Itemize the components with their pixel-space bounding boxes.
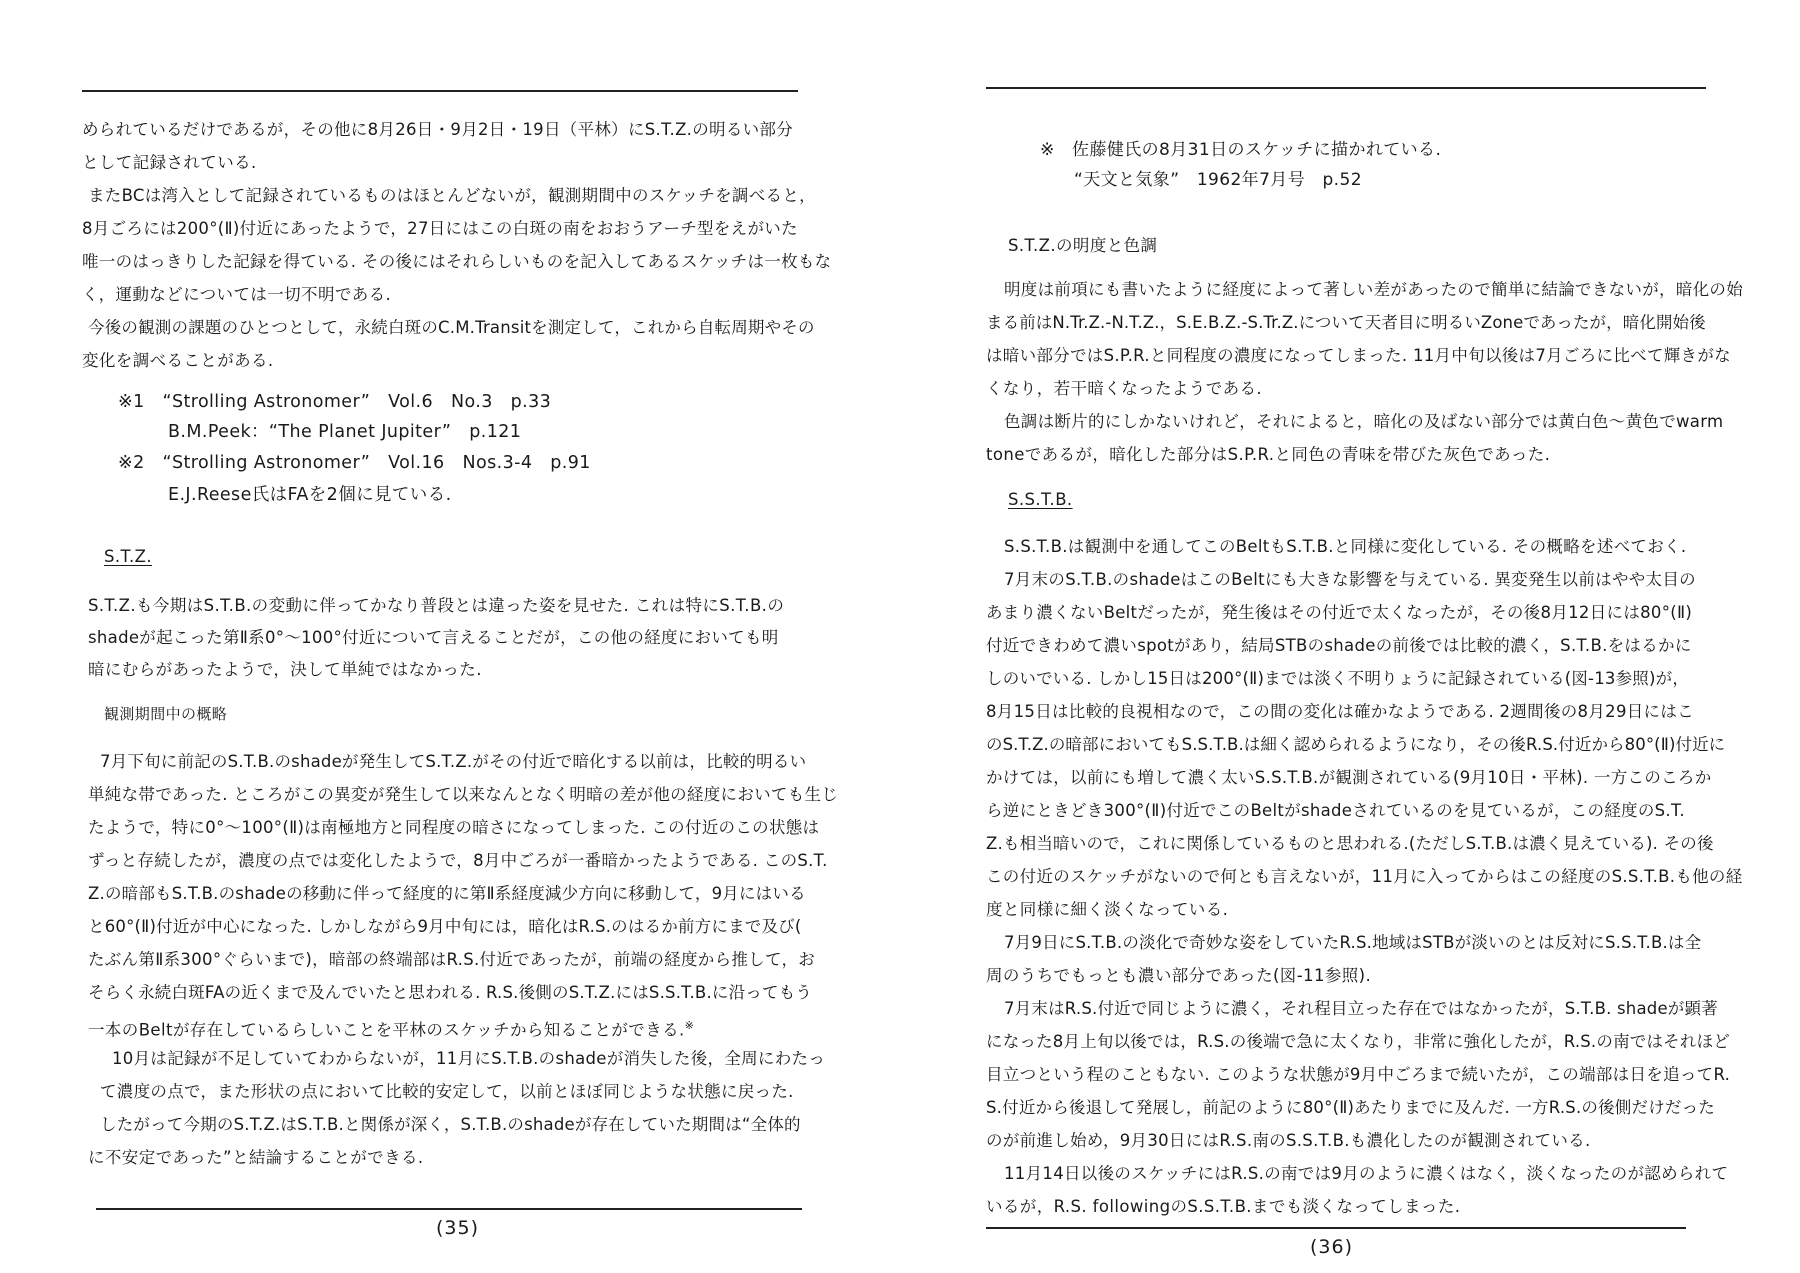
body-line: 明度は前項にも書いたように経度によって著しい差があったので簡単に結論できないが，暗化の始 — [1004, 280, 1744, 299]
body-line — [88, 1016, 694, 1041]
body-line: 10月は記録が不足していてわからないが，11月にS.T.B.のshadeが消失した後，全周にわたっ — [112, 1049, 826, 1068]
reference-line: ※2 “Strolling Astronomer” Vol.16 Nos.3-4 p.91 — [118, 453, 591, 473]
body-text: 一本のBeltが存在しているらしいことを平林のスケッチから知ることができる. — [88, 1020, 685, 1040]
body-line: toneであるが，暗化した部分はS.P.R.と同色の青味を帯びた灰色であった. — [986, 445, 1551, 464]
body-line: 今後の観測の課題のひとつとして，永続白斑のC.M.Transitを測定して，これから自転周期やその — [88, 318, 815, 337]
body-line: そらく永続白斑FAの近くまで及んでいたと思われる. R.S.後側のS.T.Z.にはS.S.T.B.に沿ってもう — [88, 983, 813, 1002]
body-line: 付近できわめて濃いspotがあり，結局STBのshadeの前後では比較的濃く，S.T.B.をはるかに — [986, 636, 1692, 655]
body-line: く，運動などについては一切不明である. — [82, 285, 392, 304]
body-line: 単純な帯であった. ところがこの異変が発生して以来なんとなく明暗の差が他の経度においても生じ — [88, 785, 839, 804]
body-line: 唯一のはっきりした記録を得ている. その後にはそれらしいものを記入してあるスケッチは一枚もな — [82, 252, 832, 271]
body-line: のが前進し始め，9月30日にはR.S.南のS.S.T.B.も濃化したのが観測されている. — [986, 1131, 1591, 1150]
body-line: したがって今期のS.T.Z.はS.T.B.と関係が深く，S.T.B.のshadeが存在していた期間は“全体的 — [100, 1115, 801, 1134]
body-line: またBCは湾入として記録されているものはほとんどないが，観測期間中のスケッチを調べると， — [88, 186, 816, 205]
bottom-rule — [96, 1208, 802, 1210]
body-line: 7月9日にS.T.B.の淡化で奇妙な姿をしていたR.S.地域はSTBが淡いのとは反対にS.S.T.B.は全 — [1004, 933, 1702, 952]
body-line: いるが，R.S. followingのS.S.T.B.までも淡くなってしまった. — [986, 1197, 1461, 1216]
body-line: たぶん第Ⅱ系300°ぐらいまで)，暗部の終端部はR.S.付近であったが，前端の経度から推して，お — [88, 950, 816, 969]
reference-line: B.M.Peek：“The Planet Jupiter” p.121 — [168, 422, 522, 442]
body-line: 周のうちでもっとも濃い部分であった(図-11参照). — [986, 966, 1372, 985]
body-line: められているだけであるが，その他に8月26日・9月2日・19日（平林）にS.T.Z.の明るい部分 — [82, 120, 794, 139]
body-line: 8月15日は比較的良視相なので，この間の変化は確かなようである. 2週間後の8月29日にはこ — [986, 702, 1694, 721]
body-line: たようで，特に0°～100°(Ⅱ)は南極地方と同程度の暗さになってしまった. この付近のこの状態は — [88, 818, 820, 837]
body-line: 7月末はR.S.付近で同じように濃く，それ程目立った存在ではなかったが，S.T.B. shadeが顕著 — [1004, 999, 1718, 1018]
footnote-mark: ※ — [684, 1019, 695, 1032]
body-line: て濃度の点で，また形状の点において比較的安定して，以前とほぼ同じような状態に戻った. — [100, 1082, 794, 1101]
body-line: Z.も相当暗いので，これに関係しているものと思われる.(ただしS.T.B.は濃く見えている). その後 — [986, 834, 1714, 853]
body-line: と60°(Ⅱ)付近が中心になった. しかしながら9月中旬には，暗化はR.S.のはるか前方にまで及び( — [88, 917, 802, 936]
body-line: 度と同様に細く淡くなっている. — [986, 900, 1229, 919]
body-line: Z.の暗部もS.T.B.のshadeの移動に伴って経度的に第Ⅱ系経度減少方向に移動して，9月にはいる — [88, 884, 806, 903]
body-line: に不安定であった”と結論することができる. — [88, 1148, 424, 1167]
page-36 — [900, 0, 1800, 1273]
body-line: 目立つという程のこともない. このような状態が9月中ごろまで続いたが，この端部は日を追ってR. — [986, 1065, 1731, 1084]
body-line: 色調は断片的にしかないけれど，それによると，暗化の及ばない部分では黄白色～黄色でwarm — [1004, 412, 1724, 431]
body-line: くなり，若干暗くなったようである. — [986, 379, 1263, 398]
section-heading-brightness: S.T.Z.の明度と色調 — [1008, 236, 1158, 255]
body-line: ずっと存続したが，濃度の点では変化したようで，8月中ごろが一番暗かったようである. このS.T. — [88, 851, 828, 870]
body-line: shadeが起こった第Ⅱ系0°～100°付近について言えることだが，この他の経度においても明 — [88, 628, 779, 647]
body-line: あまり濃くないBeltだったが，発生後はその付近で太くなったが，その後8月12日には80°(Ⅱ) — [986, 603, 1693, 622]
subheading-observation: 観測期間中の概略 — [104, 705, 228, 723]
body-line: として記録されている. — [82, 153, 257, 172]
top-rule — [82, 90, 798, 92]
note-line: “天文と気象” 1962年7月号 p.52 — [1074, 170, 1362, 190]
reference-line: E.J.Reese氏はFAを2個に見ている. — [168, 485, 452, 505]
body-line: のS.T.Z.の暗部においてもS.S.T.B.は細く認められるようになり，その後R.S.付近から80°(Ⅱ)付近に — [986, 735, 1726, 754]
body-line: は暗い部分ではS.P.R.と同程度の濃度になってしまった. 11月中旬以後は7月ごろに比べて輝きがな — [986, 346, 1731, 365]
body-line: 変化を調べることがある. — [82, 351, 274, 370]
page-number: (36) — [1310, 1236, 1354, 1258]
section-heading-stz: S.T.Z. — [104, 547, 153, 566]
top-rule — [986, 87, 1706, 89]
body-line: かけては，以前にも増して濃く太いS.S.T.B.が観測されている(9月10日・平林). 一方このころか — [986, 768, 1712, 787]
body-line: ら逆にときどき300°(Ⅱ)付近でこのBeltがshadeされているのを見ているが，この経度のS.T. — [986, 801, 1685, 820]
page-number: (35) — [436, 1217, 480, 1239]
body-line: しのいでいる. しかし15日は200°(Ⅱ)までは淡く不明りょうに記録されている(図-13参照)が， — [986, 669, 1690, 688]
note-line: ※ 佐藤健氏の8月31日のスケッチに描かれている. — [1040, 140, 1442, 160]
body-line: S.付近から後退して発展し，前記のように80°(Ⅱ)あたりまでに及んだ. 一方R.S.の後側だけだった — [986, 1098, 1715, 1117]
body-line: 暗にむらがあったようで，決して単純ではなかった. — [88, 660, 482, 679]
section-heading-sstb: S.S.T.B. — [1008, 490, 1073, 509]
body-line: 7月下旬に前記のS.T.B.のshadeが発生してS.T.Z.がその付近で暗化する以前は，比較的明るい — [100, 752, 807, 771]
body-line: 11月14日以後のスケッチにはR.S.の南では9月のように濃くはなく，淡くなったのが認められて — [1004, 1164, 1729, 1183]
body-line: 8月ごろには200°(Ⅱ)付近にあったようで，27日にはこの白斑の南をおおうアーチ型をえがいた — [82, 219, 798, 238]
reference-line: ※1 “Strolling Astronomer” Vol.6 No.3 p.33 — [118, 392, 552, 412]
body-line: S.S.T.B.は観測中を通してこのBeltもS.T.B.と同様に変化している. その概略を述べておく. — [1004, 537, 1687, 556]
body-line: この付近のスケッチがないので何とも言えないが，11月に入ってからはこの経度のS.S.T.B.も他の経 — [986, 867, 1743, 886]
body-line: になった8月上旬以後では，R.S.の後端で急に太くなり，非常に強化したが，R.S.の南ではそれほど — [986, 1032, 1730, 1051]
bottom-rule — [986, 1227, 1686, 1229]
body-line: まる前はN.Tr.Z.-N.T.Z.，S.E.B.Z.-S.Tr.Z.について天者目に明るいZoneであったが，暗化開始後 — [986, 313, 1706, 332]
body-line: S.T.Z.も今期はS.T.B.の変動に伴ってかなり普段とは違った姿を見せた. これは特にS.T.B.の — [88, 596, 785, 615]
body-line: 7月末のS.T.B.のshadeはこのBeltにも大きな影響を与えている. 異変発生以前はやや太目の — [1004, 570, 1696, 589]
